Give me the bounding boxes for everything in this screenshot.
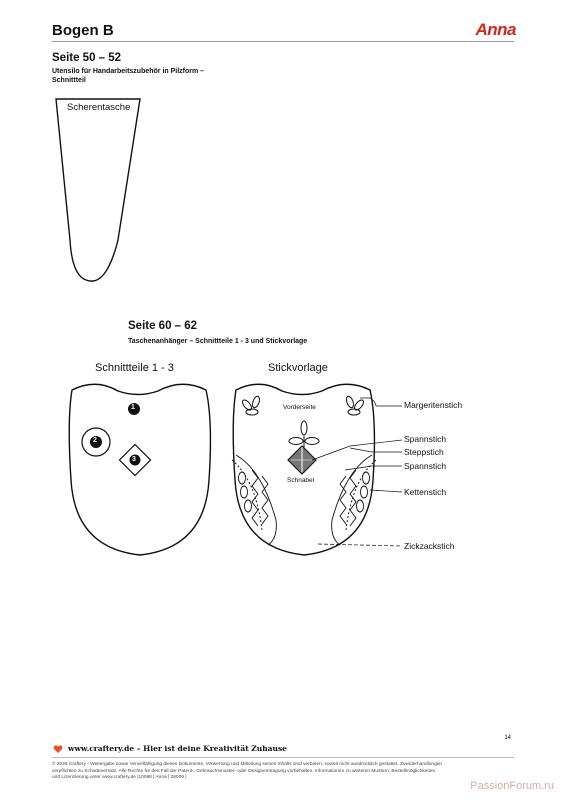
page-number: 14 <box>504 735 511 741</box>
section2-heading: Seite 60 – 62 <box>128 320 198 332</box>
legal-line-3: und Lizenzierung unter www.craftery.de |10098 | Anna | 26009 | <box>52 775 187 780</box>
section2-subtitle: Taschenanhänger – Schnittteile 1 - 3 und Stickvorlage <box>128 338 308 345</box>
piece-1-number: 1 <box>131 404 135 411</box>
callout-spannstich-1: Spannstich <box>404 434 447 444</box>
section1-subtitle-line2: Schnittteil <box>52 77 86 84</box>
footer-url[interactable]: www.craftery.de <box>68 744 135 753</box>
legal-line-1: © 2026 Craftery - Weitergabe sowie Vervielfältigung dieses Dokuments, Verwertung und Mitteilung seines Inhalts sind verboten, soweit nicht ausdrücklich gestattet. Zuwiderhandlungen <box>52 762 443 767</box>
margeriten-left <box>241 395 261 415</box>
brand-logo: Anna <box>475 20 516 39</box>
watermark: PassionForum.ru <box>470 780 554 792</box>
callout-spannstich-2: Spannstich <box>404 461 447 471</box>
footer-slogan: – Hier ist deine Kreativität Zuhause <box>134 744 287 753</box>
piece-2-number: 2 <box>93 437 97 444</box>
callout-margeritenstich: Margeritenstich <box>404 400 463 410</box>
embroidery-label: Stickvorlage <box>268 362 328 374</box>
heart-icon <box>53 744 63 754</box>
wing-left <box>232 455 276 545</box>
front-label: Vorderseite <box>283 404 316 411</box>
callout-zickzackstich: Zickzackstich <box>404 541 455 551</box>
beak-label: Schnabel <box>287 477 315 484</box>
pieces-label: Schnittteile 1 - 3 <box>95 362 174 374</box>
footer-link[interactable] <box>68 744 287 753</box>
scherentasche-outline <box>56 99 140 281</box>
section1-heading: Seite 50 – 52 <box>52 52 122 64</box>
scherentasche-label: Scherentasche <box>67 102 131 113</box>
footer-divider <box>52 757 514 758</box>
legal-notice <box>52 762 514 782</box>
section1-subtitle-line1: Utensilo für Handarbeitszubehör in Pilzform – <box>52 68 205 75</box>
callout-leaders <box>312 398 402 546</box>
piece-3-number: 3 <box>132 456 136 463</box>
callout-kettenstich: Kettenstich <box>404 487 447 497</box>
legal-line-2: verpflichten zu Schadenersatz. Alle Rechte für den Fall der Patent-, Gebrauchsmuster- oder Designeintragung vorbehalten. Informationen zu weiteren Mustern, Bestellmöglichkeiten <box>52 768 436 774</box>
sheet-title: Bogen B <box>52 22 114 39</box>
center-flower <box>289 421 319 448</box>
callout-steppstich: Steppstich <box>404 447 444 457</box>
